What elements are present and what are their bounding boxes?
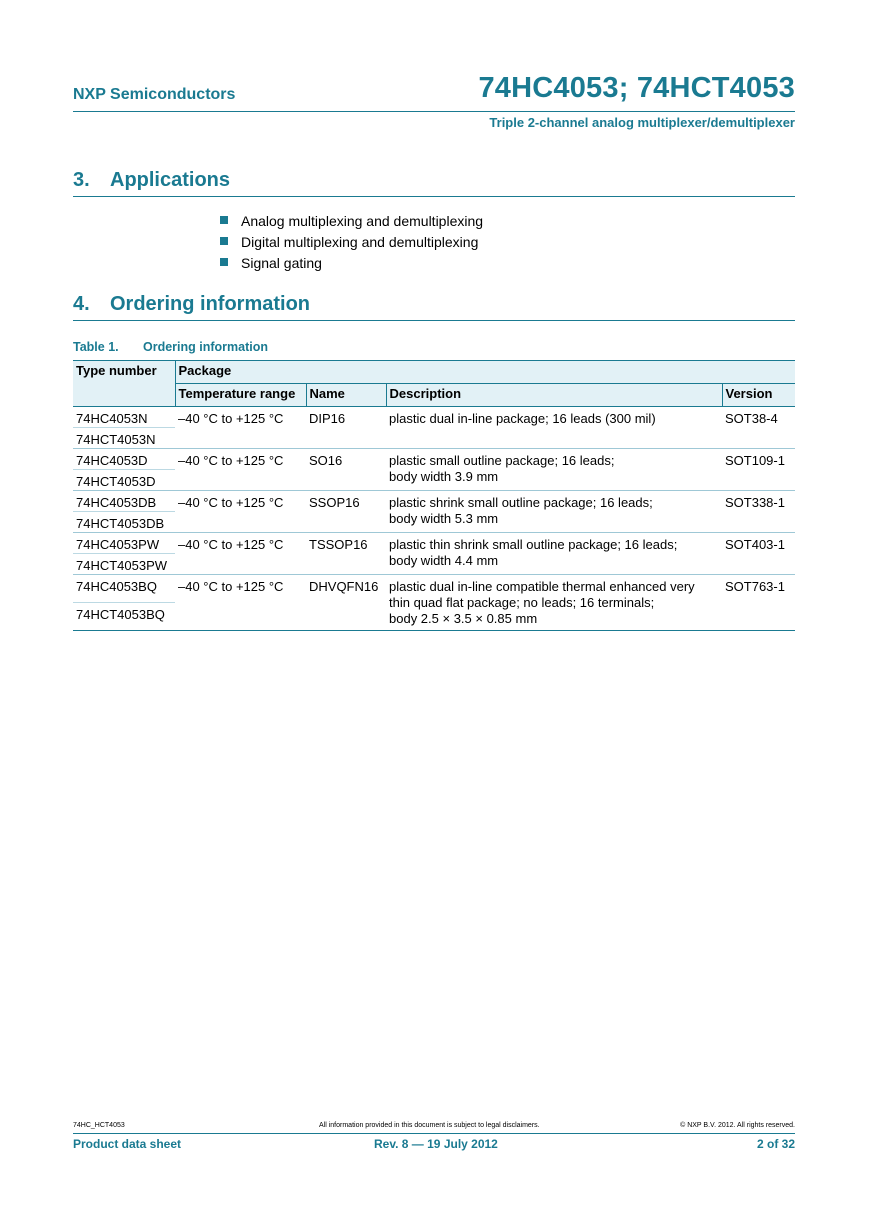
list-item	[220, 233, 483, 254]
type-number-cell: 74HCT4053N	[73, 428, 175, 449]
section-divider	[73, 320, 795, 321]
applications-list	[220, 212, 483, 275]
temperature-cell: –40 °C to +125 °C	[175, 575, 306, 631]
square-bullet-icon	[220, 258, 228, 266]
type-number-cell: 74HCT4053DB	[73, 512, 175, 533]
package-name-cell: DHVQFN16	[306, 575, 386, 631]
temperature-cell: –40 °C to +125 °C	[175, 491, 306, 533]
company-name: NXP Semiconductors	[73, 86, 236, 103]
description-line: plastic dual in-line package; 16 leads (300 mil)	[389, 411, 656, 426]
section-title: Ordering information	[110, 293, 310, 315]
table-body	[73, 407, 795, 631]
table-row	[73, 575, 795, 603]
table-row	[73, 533, 795, 554]
version-cell: SOT338-1	[722, 491, 795, 533]
description-line: body width 4.4 mm	[389, 553, 499, 568]
header-temperature-range: Temperature range	[175, 384, 306, 407]
type-number-cell: 74HC4053DB	[73, 491, 175, 512]
list-item-text: Digital multiplexing and demultiplexing	[241, 234, 479, 250]
ordering-table	[73, 360, 795, 631]
header-type-number: Type number	[73, 361, 175, 407]
list-item	[220, 212, 483, 233]
header-version: Version	[722, 384, 795, 407]
description-line: body width 5.3 mm	[389, 511, 499, 526]
version-cell: SOT38-4	[722, 407, 795, 449]
description-line: body 2.5 × 3.5 × 0.85 mm	[389, 611, 538, 626]
document-subtitle: Triple 2-channel analog multiplexer/demultiplexer	[489, 115, 795, 130]
footer-revision: Rev. 8 — 19 July 2012	[374, 1137, 498, 1151]
table-title: Ordering information	[143, 340, 268, 354]
section-number: 3.	[73, 169, 90, 191]
list-item	[220, 254, 483, 275]
temperature-cell: –40 °C to +125 °C	[175, 533, 306, 575]
temperature-cell: –40 °C to +125 °C	[175, 407, 306, 449]
package-name-cell: TSSOP16	[306, 533, 386, 575]
description-cell	[386, 533, 722, 575]
header-divider	[73, 111, 795, 112]
description-line: body width 3.9 mm	[389, 469, 499, 484]
description-line: plastic thin shrink small outline package; 16 leads;	[389, 537, 678, 552]
footer-legal-notice: All information provided in this document is subject to legal disclaimers.	[319, 1122, 540, 1129]
package-name-cell: SO16	[306, 449, 386, 491]
description-cell	[386, 449, 722, 491]
type-number-cell: 74HCT4053D	[73, 470, 175, 491]
square-bullet-icon	[220, 237, 228, 245]
description-line: plastic dual in-line compatible thermal enhanced very	[389, 579, 695, 594]
package-name-cell: SSOP16	[306, 491, 386, 533]
section-number: 4.	[73, 293, 90, 315]
type-number-cell: 74HCT4053BQ	[73, 603, 175, 631]
table-caption	[73, 340, 268, 354]
section-divider	[73, 196, 795, 197]
footer-divider	[73, 1133, 795, 1134]
table-row	[73, 449, 795, 470]
document-title: 74HC4053; 74HCT4053	[478, 72, 795, 104]
version-cell: SOT763-1	[722, 575, 795, 631]
footer-document-type: Product data sheet	[73, 1137, 182, 1151]
table-row	[73, 491, 795, 512]
temperature-cell: –40 °C to +125 °C	[175, 449, 306, 491]
type-number-cell: 74HC4053N	[73, 407, 175, 428]
description-cell	[386, 575, 722, 631]
description-line: plastic small outline package; 16 leads;	[389, 453, 615, 468]
table-number: Table 1.	[73, 340, 119, 354]
section-heading-applications	[73, 169, 230, 192]
list-item-text: Analog multiplexing and demultiplexing	[241, 213, 484, 229]
package-name-cell: DIP16	[306, 407, 386, 449]
square-bullet-icon	[220, 216, 228, 224]
type-number-cell: 74HC4053D	[73, 449, 175, 470]
description-cell	[386, 407, 722, 449]
table-row	[73, 407, 795, 428]
footer-document-id: 74HC_HCT4053	[73, 1122, 125, 1129]
version-cell: SOT109-1	[722, 449, 795, 491]
description-line: plastic shrink small outline package; 16 leads;	[389, 495, 653, 510]
type-number-cell: 74HCT4053PW	[73, 554, 175, 575]
footer-page-number: 2 of 32	[756, 1137, 795, 1151]
description-cell	[386, 491, 722, 533]
description-line: thin quad flat package; no leads; 16 terminals;	[389, 595, 655, 610]
type-number-cell: 74HC4053BQ	[73, 575, 175, 603]
header-package: Package	[175, 361, 795, 384]
section-title: Applications	[110, 169, 231, 191]
version-cell: SOT403-1	[722, 533, 795, 575]
type-number-cell: 74HC4053PW	[73, 533, 175, 554]
footer-copyright: © NXP B.V. 2012. All rights reserved.	[680, 1122, 795, 1129]
header-name: Name	[306, 384, 386, 407]
list-item-text: Signal gating	[241, 255, 322, 271]
header-description: Description	[386, 384, 722, 407]
section-heading-ordering	[73, 293, 310, 316]
